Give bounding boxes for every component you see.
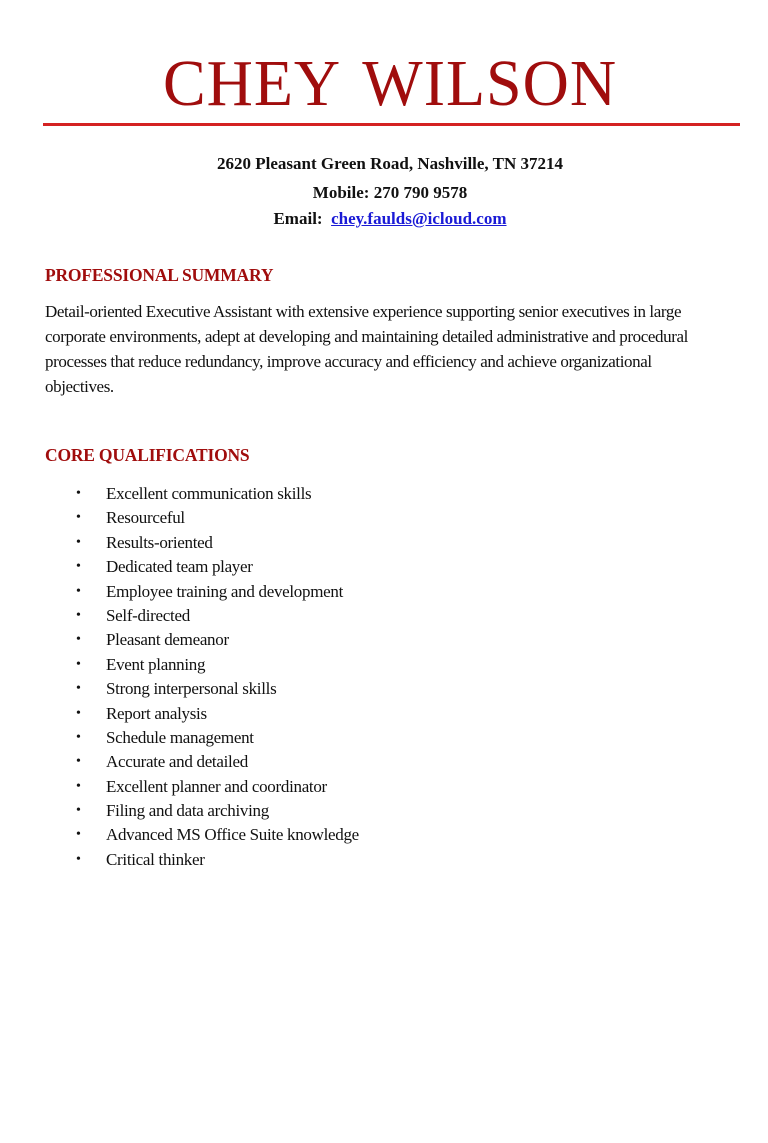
qualification-item [0, 848, 359, 872]
summary-line: objectives. [45, 377, 114, 396]
qualification-item [0, 580, 359, 604]
qualification-item [0, 653, 359, 677]
qualification-item [0, 750, 359, 774]
summary-heading: PROFESSIONAL SUMMARY [45, 265, 274, 285]
bullet-icon: • [76, 632, 81, 648]
qualification-text: Resourceful [106, 508, 185, 528]
bullet-icon: • [76, 583, 81, 599]
header-divider [43, 123, 740, 126]
bullet-icon: • [76, 534, 81, 550]
bullet-icon: • [76, 705, 81, 721]
qualification-text: Self-directed [106, 605, 190, 625]
bullet-icon: • [76, 607, 81, 623]
qualification-item [0, 775, 359, 799]
bullet-icon: • [76, 803, 81, 819]
qualification-item [0, 628, 359, 652]
bullet-icon: • [76, 559, 81, 575]
qualification-text: Employee training and development [106, 581, 343, 601]
summary-text [45, 299, 735, 399]
qualification-text: Strong interpersonal skills [106, 679, 277, 699]
summary-line: processes that reduce redundancy, improve accuracy and efficiency and achieve organizational [45, 352, 652, 371]
qualification-text: Filing and data archiving [106, 801, 269, 821]
qualification-item [0, 799, 359, 823]
qualification-text: Schedule management [106, 727, 254, 747]
summary-line: corporate environments, adept at developing and maintaining detailed administrative and procedural [45, 327, 688, 346]
qualification-text: Advanced MS Office Suite knowledge [106, 825, 359, 845]
summary-line: Detail-oriented Executive Assistant with extensive experience supporting senior executives in large [45, 302, 682, 321]
qualifications-list [0, 482, 359, 872]
bullet-icon: • [76, 827, 81, 843]
address: 2620 Pleasant Green Road, Nashville, TN 37214 [217, 154, 563, 173]
candidate-name: CHEY WILSON [162, 47, 618, 120]
qualification-text: Event planning [106, 654, 206, 674]
qualification-text: Critical thinker [106, 849, 205, 869]
qualification-item [0, 531, 359, 555]
qualification-text: Report analysis [106, 703, 207, 723]
qualification-item [0, 506, 359, 530]
bullet-icon: • [76, 510, 81, 526]
qualifications-heading: CORE QUALIFICATIONS [45, 445, 250, 465]
qualification-text: Dedicated team player [106, 557, 253, 577]
qualification-item [0, 823, 359, 847]
qualification-item [0, 555, 359, 579]
bullet-icon: • [76, 754, 81, 770]
qualification-text: Results-oriented [106, 532, 213, 552]
qualification-text: Pleasant demeanor [106, 630, 229, 650]
bullet-icon: • [76, 778, 81, 794]
bullet-icon: • [76, 729, 81, 745]
qualification-item [0, 726, 359, 750]
bullet-icon: • [76, 656, 81, 672]
qualification-item [0, 482, 359, 506]
email-link[interactable]: chey.faulds@icloud.com [331, 209, 507, 228]
qualification-item [0, 702, 359, 726]
qualification-text: Excellent communication skills [106, 484, 312, 503]
bullet-icon: • [76, 486, 81, 501]
qualification-text: Excellent planner and coordinator [106, 776, 327, 796]
qualification-text: Accurate and detailed [106, 752, 248, 772]
bullet-icon: • [76, 681, 81, 697]
bullet-icon: • [76, 851, 81, 867]
mobile: Mobile: 270 790 9578 [312, 183, 468, 202]
email-label: Email: [273, 209, 323, 228]
qualification-item [0, 677, 359, 701]
email-line [0, 209, 768, 229]
qualification-item [0, 604, 359, 628]
